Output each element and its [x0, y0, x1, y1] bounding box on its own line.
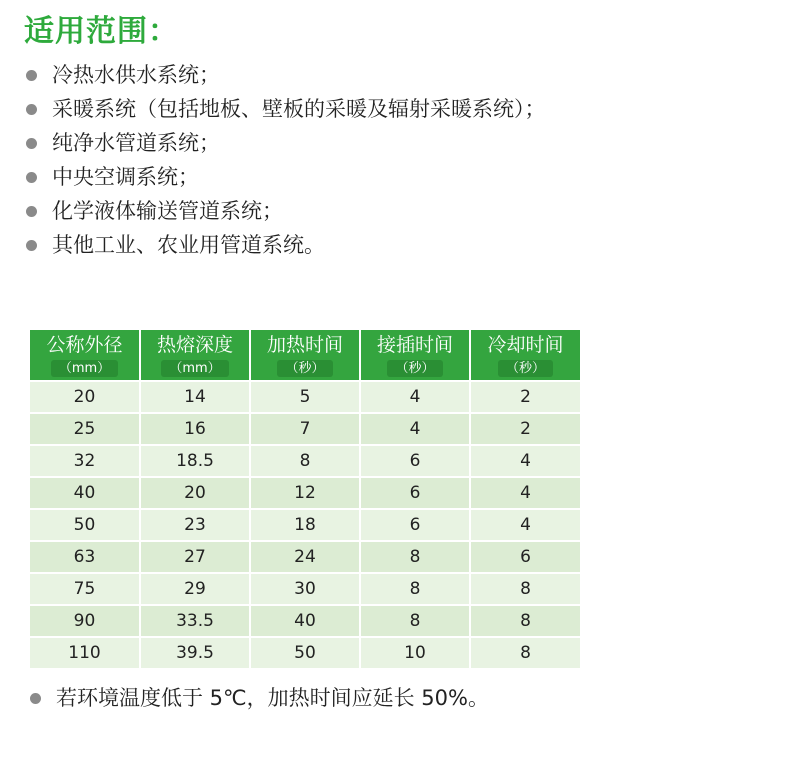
table-cell: 8 — [360, 573, 470, 605]
table-header-row — [30, 330, 580, 381]
table-cell: 8 — [360, 605, 470, 637]
section-heading: 适用范围： — [24, 14, 179, 49]
table-cell: 14 — [140, 381, 250, 413]
column-header-cooling-time — [470, 330, 580, 381]
list-item — [24, 92, 546, 126]
table-cell: 4 — [360, 413, 470, 445]
table-row — [30, 381, 580, 413]
table-cell: 4 — [470, 477, 580, 509]
table-cell: 6 — [360, 509, 470, 541]
table-row — [30, 541, 580, 573]
table-cell: 27 — [140, 541, 250, 573]
list-item — [24, 194, 546, 228]
column-header-fusion-depth — [140, 330, 250, 381]
list-item-text: 其他工业、农业用管道系统。 — [52, 233, 325, 257]
column-title: 热熔深度 — [156, 334, 233, 356]
list-item — [24, 160, 546, 194]
table-cell: 8 — [250, 445, 360, 477]
table-row — [30, 573, 580, 605]
bullet-dot-icon — [26, 240, 37, 251]
table-cell: 16 — [140, 413, 250, 445]
table-cell: 50 — [30, 509, 140, 541]
table-cell: 75 — [30, 573, 140, 605]
table-cell: 12 — [250, 477, 360, 509]
table-cell: 4 — [470, 509, 580, 541]
table-cell: 33.5 — [140, 605, 250, 637]
table-cell: 40 — [250, 605, 360, 637]
column-unit: （秒） — [277, 360, 332, 377]
bullet-dot-icon — [26, 70, 37, 81]
column-title: 加热时间 — [266, 334, 343, 356]
applications-list — [24, 58, 546, 262]
table-cell: 10 — [360, 637, 470, 668]
table-cell: 7 — [250, 413, 360, 445]
table-cell: 30 — [250, 573, 360, 605]
table-cell: 90 — [30, 605, 140, 637]
table-cell: 6 — [360, 445, 470, 477]
table-cell: 110 — [30, 637, 140, 668]
list-item-text: 纯净水管道系统； — [52, 131, 220, 155]
bullet-dot-icon — [30, 693, 41, 704]
table-row — [30, 605, 580, 637]
table-cell: 5 — [250, 381, 360, 413]
table-cell: 18.5 — [140, 445, 250, 477]
table-row — [30, 445, 580, 477]
column-header-insertion-time — [360, 330, 470, 381]
column-title: 公称外径 — [46, 334, 123, 356]
column-title: 冷却时间 — [487, 334, 564, 356]
table-cell: 6 — [470, 541, 580, 573]
table-cell: 8 — [470, 637, 580, 668]
table-cell: 63 — [30, 541, 140, 573]
bullet-dot-icon — [26, 172, 37, 183]
table-cell: 8 — [470, 605, 580, 637]
table-cell: 23 — [140, 509, 250, 541]
list-item-text: 冷热水供水系统； — [52, 63, 220, 87]
list-item — [24, 58, 546, 92]
bullet-dot-icon — [26, 138, 37, 149]
table-cell: 6 — [360, 477, 470, 509]
table-cell: 24 — [250, 541, 360, 573]
table-cell: 25 — [30, 413, 140, 445]
table-cell: 29 — [140, 573, 250, 605]
table-cell: 8 — [470, 573, 580, 605]
list-item-text: 中央空调系统； — [52, 165, 199, 189]
table-cell: 2 — [470, 381, 580, 413]
table-cell: 40 — [30, 477, 140, 509]
column-header-outer-diameter — [30, 330, 140, 381]
bullet-dot-icon — [26, 104, 37, 115]
list-item — [24, 126, 546, 160]
column-unit: （秒） — [387, 360, 442, 377]
table-cell: 39.5 — [140, 637, 250, 668]
table-row — [30, 637, 580, 668]
fusion-parameters-table — [30, 330, 580, 668]
temperature-note — [30, 683, 489, 713]
table-cell: 20 — [140, 477, 250, 509]
bullet-dot-icon — [26, 206, 37, 217]
table-cell: 20 — [30, 381, 140, 413]
note-text: 若环境温度低于 5℃，加热时间应延长 50%。 — [56, 686, 489, 710]
column-unit: （mm） — [161, 360, 228, 377]
table-cell: 8 — [360, 541, 470, 573]
table-row — [30, 509, 580, 541]
table-cell: 32 — [30, 445, 140, 477]
column-unit: （mm） — [51, 360, 118, 377]
table-cell: 50 — [250, 637, 360, 668]
list-item — [24, 228, 546, 262]
table-cell: 2 — [470, 413, 580, 445]
column-unit: （秒） — [498, 360, 553, 377]
table-row — [30, 413, 580, 445]
table-cell: 4 — [470, 445, 580, 477]
column-title: 接插时间 — [376, 334, 453, 356]
list-item-text: 化学液体输送管道系统； — [52, 199, 283, 223]
table-cell: 4 — [360, 381, 470, 413]
table-cell: 18 — [250, 509, 360, 541]
column-header-heating-time — [250, 330, 360, 381]
table-row — [30, 477, 580, 509]
list-item-text: 采暖系统（包括地板、壁板的采暖及辐射采暖系统）； — [52, 97, 546, 121]
